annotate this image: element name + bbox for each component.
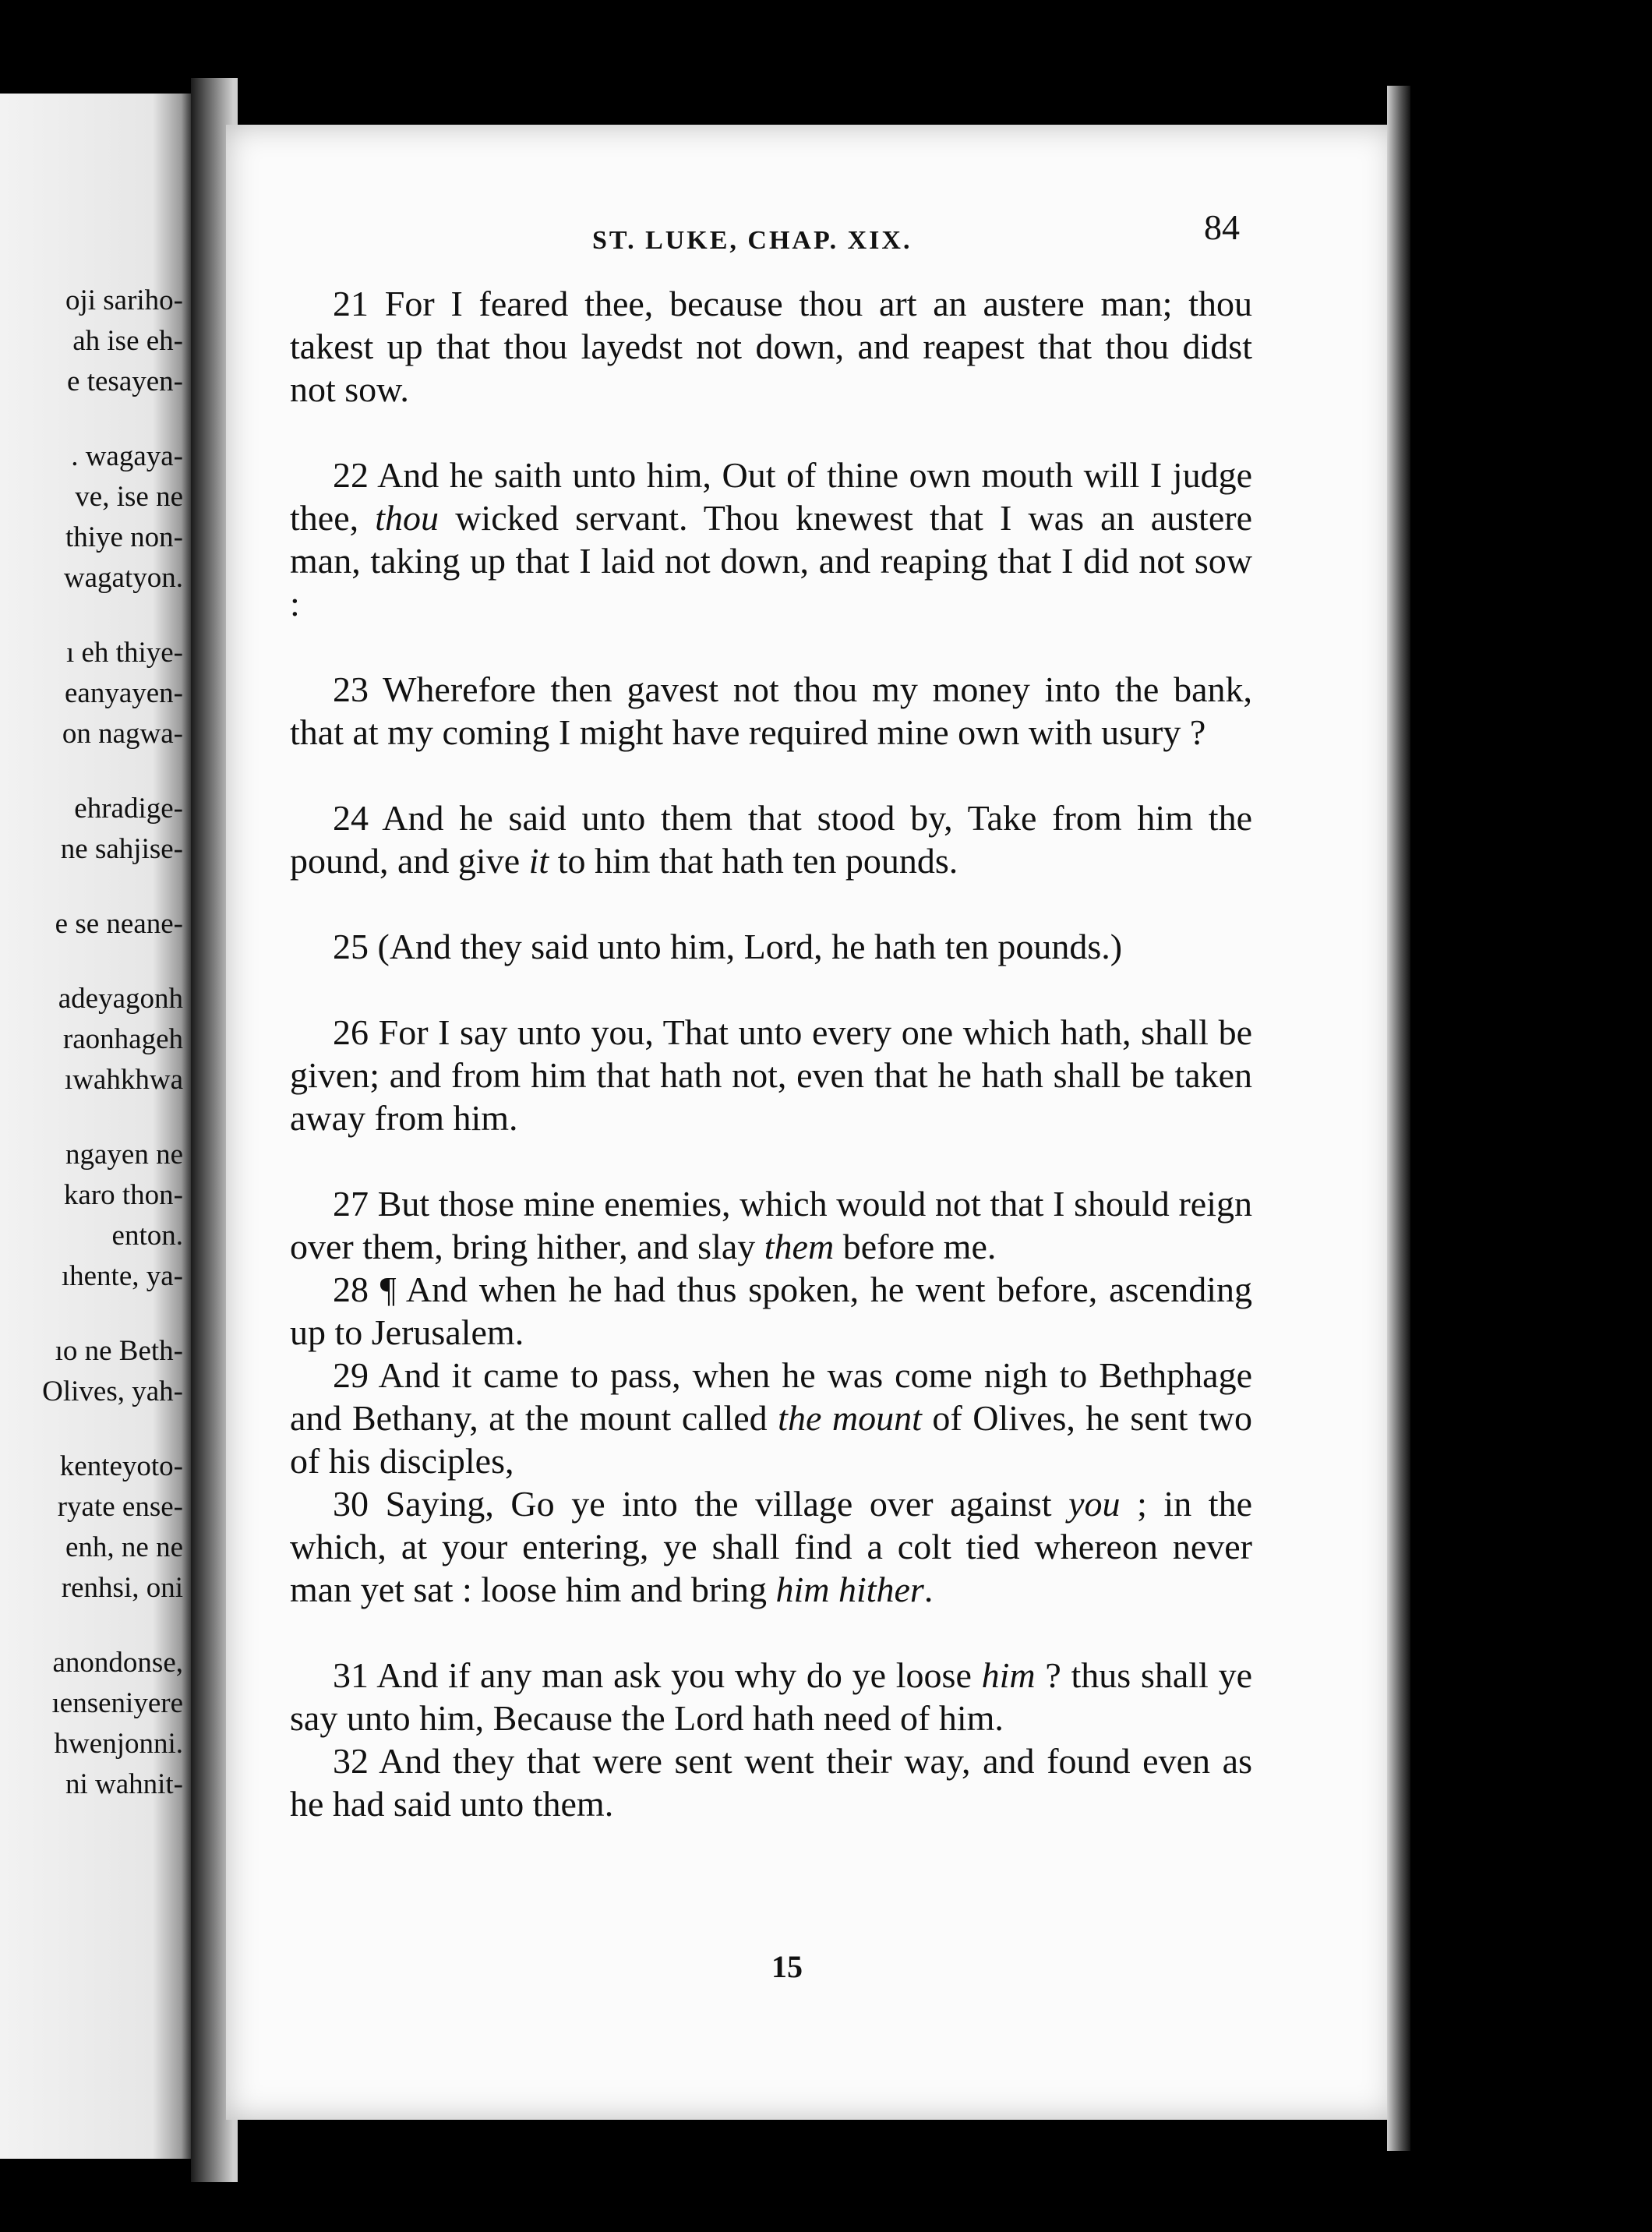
facing-page-line: raonhageh bbox=[62, 1023, 183, 1055]
italic-text: him bbox=[981, 1655, 1036, 1695]
verse-number: 21 bbox=[333, 284, 369, 323]
verse-number: 28 bbox=[333, 1270, 369, 1309]
facing-page-line: e tesayen- bbox=[67, 366, 183, 397]
facing-page-line: hwenjonni. bbox=[54, 1728, 183, 1760]
verse-text-run: before me. bbox=[834, 1227, 997, 1266]
verse-text-run: Saying, Go ye into the village over against bbox=[369, 1484, 1069, 1524]
verse-text-run: For I say unto you, That unto every one which hath, shall be given; and from him that hath not, even that he hath shall be taken away from him. bbox=[290, 1012, 1252, 1138]
facing-page-line: ehradige- bbox=[74, 793, 183, 825]
italic-text: it bbox=[528, 841, 549, 881]
page-number: 84 bbox=[1204, 207, 1240, 247]
italic-text: them bbox=[764, 1227, 835, 1266]
facing-page-text bbox=[0, 281, 183, 1805]
verse-number: 24 bbox=[333, 798, 369, 838]
verse bbox=[290, 282, 1252, 411]
facing-page-line: anondonse, bbox=[52, 1647, 183, 1679]
facing-page-line: e se neane- bbox=[55, 908, 183, 940]
verse-number: 26 bbox=[333, 1012, 369, 1052]
signature-mark: 15 bbox=[771, 1949, 803, 1984]
verse-text-run: ? thus shall ye say unto him, Because the Lord hath need of him. bbox=[290, 1655, 1252, 1738]
verse bbox=[290, 1482, 1252, 1611]
verse-text-run: Wherefore then gavest not thou my money into the bank, that at my coming I might have required mine own with usury ? bbox=[290, 669, 1252, 752]
facing-page-line: ngayen ne bbox=[65, 1139, 183, 1171]
verse-number: 27 bbox=[333, 1184, 369, 1224]
facing-page-line: enton. bbox=[111, 1220, 183, 1252]
facing-page-line: karo thon- bbox=[63, 1179, 183, 1211]
facing-page-line: ıwahkhwa bbox=[64, 1064, 183, 1096]
verse-text-run: And it came to pass, when he was come nigh to Bethphage and Bethany, at the mount called bbox=[290, 1355, 1252, 1438]
verse-number: 23 bbox=[333, 669, 369, 709]
verse bbox=[290, 1654, 1252, 1739]
verse bbox=[290, 1182, 1252, 1268]
facing-page-line: ıhente, ya- bbox=[61, 1260, 183, 1292]
verse bbox=[290, 1354, 1252, 1482]
verse-text-run: ¶ And when he had thus spoken, he went before, ascending up to Jerusalem. bbox=[290, 1270, 1252, 1352]
verse-number: 31 bbox=[333, 1655, 369, 1695]
facing-page-line: ve, ise ne bbox=[75, 481, 183, 513]
facing-page-line: enh, ne ne bbox=[65, 1531, 183, 1563]
facing-page-line: ne sahjise- bbox=[60, 833, 183, 865]
facing-page bbox=[0, 94, 191, 2159]
verse-text-run: And he said unto them that stood by, Take from him the pound, and give bbox=[290, 798, 1252, 881]
italic-text: the mount bbox=[778, 1398, 922, 1438]
verse bbox=[290, 1268, 1252, 1354]
verse bbox=[290, 454, 1252, 625]
verse bbox=[290, 1739, 1252, 1825]
verse-number: 29 bbox=[333, 1355, 369, 1395]
page-edge bbox=[1387, 86, 1410, 2151]
verse-text bbox=[290, 282, 1252, 1825]
facing-page-line: renhsi, oni bbox=[61, 1572, 183, 1604]
italic-text: thou bbox=[375, 498, 439, 538]
facing-page-line: ni wahnit- bbox=[65, 1768, 183, 1800]
facing-page-line: on nagwa- bbox=[62, 718, 183, 750]
verse bbox=[290, 1011, 1252, 1139]
verse-number: 30 bbox=[333, 1484, 369, 1524]
verse-text-run: But those mine enemies, which would not that I should reign over them, bring hither, and slay bbox=[290, 1184, 1252, 1266]
verse-text-run: to him that hath ten pounds. bbox=[549, 841, 958, 881]
verse-text-run: ; in the which, at your entering, ye shall find a colt tied whereon never man yet sat : loose him and bring bbox=[290, 1484, 1252, 1609]
verse bbox=[290, 925, 1252, 968]
verse-text-run: And they that were sent went their way, and found even as he had said unto them. bbox=[290, 1741, 1252, 1824]
verse-text-run: For I feared thee, because thou art an austere man; thou takest up that thou layedst not down, and reapest that thou didst not sow. bbox=[290, 284, 1252, 409]
verse bbox=[290, 796, 1252, 882]
verse-text-run: of Olives, he sent two of his disciples, bbox=[290, 1398, 1252, 1481]
facing-page-line: Olives, yah- bbox=[42, 1376, 183, 1407]
verse-number: 32 bbox=[333, 1741, 369, 1781]
verse-text-run: . bbox=[923, 1570, 934, 1609]
verse-text-run: And if any man ask you why do ye loose bbox=[369, 1655, 982, 1695]
facing-page-line: ı eh thiye- bbox=[65, 637, 183, 669]
facing-page-line: kenteyoto- bbox=[59, 1450, 183, 1482]
facing-page-line: ıo ne Beth- bbox=[55, 1335, 183, 1367]
facing-page-line: thiye non- bbox=[65, 521, 183, 553]
facing-page-line: adeyagonh bbox=[58, 983, 183, 1015]
facing-page-line: wagatyon. bbox=[63, 562, 183, 594]
verse-number: 22 bbox=[333, 455, 369, 495]
italic-text: you bbox=[1068, 1484, 1121, 1524]
facing-page-line: eanyayen- bbox=[64, 677, 183, 709]
verse-text-run: wicked servant. Thou knewest that I was an austere man, taking up that I laid not down, and reaping that I did not sow : bbox=[290, 498, 1252, 623]
facing-page-line: ıenseniyere bbox=[51, 1687, 183, 1719]
verse-number: 25 bbox=[333, 927, 369, 966]
facing-page-line: ryate ense- bbox=[57, 1491, 183, 1523]
facing-page-line: oji sariho- bbox=[65, 284, 183, 316]
verse bbox=[290, 668, 1252, 754]
facing-page-line: . wagaya- bbox=[71, 440, 183, 472]
facing-page-line: ah ise eh- bbox=[72, 325, 183, 357]
verse-text-run: (And they said unto him, Lord, he hath ten pounds.) bbox=[369, 927, 1123, 966]
verse-text-run: And he saith unto him, Out of thine own mouth will I judge thee, bbox=[290, 455, 1252, 538]
italic-text: him hither bbox=[775, 1570, 924, 1609]
running-header: ST. LUKE, CHAP. XIX. bbox=[592, 226, 912, 255]
